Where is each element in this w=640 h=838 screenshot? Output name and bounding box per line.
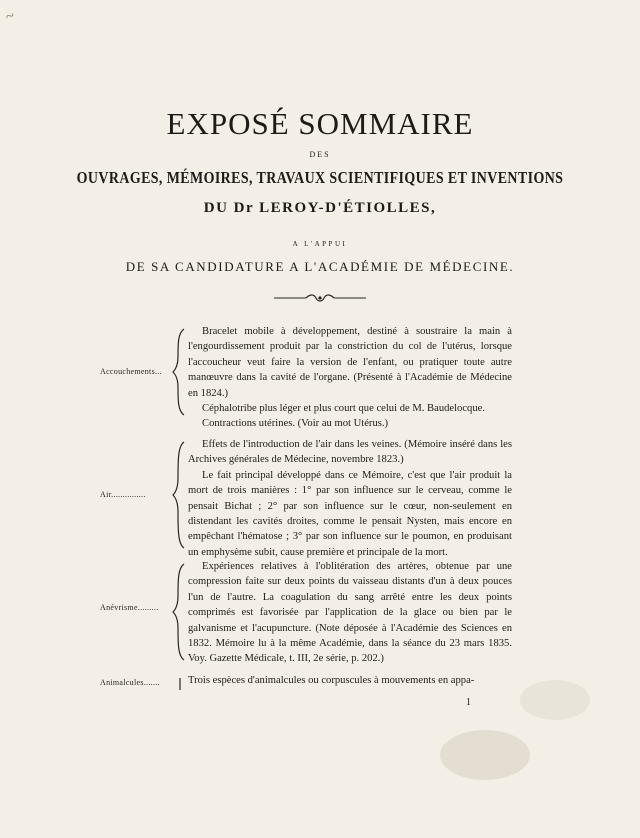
- entry-paragraph: Expériences relatives à l'oblitération des artères, obtenue par une compression faite sur deux points du vaisseau distants d'un à deux pouces l'un de l'autre. La coagulation du sang arrêté entre les deux points comprimés est favorisée par l'application de la glace ou bien par le galvanisme et l'acupuncture. (Note déposée à l'Académie des Sciences en 1832. Mémoire lu à la même Académie, dans la séance du 23 mars 1835. Voy. Gazette Médicale, t. III, 2e série, p. 202.): [188, 561, 512, 665]
- support-line: A L'APPUI: [292, 240, 348, 248]
- author-line: DU Dr LEROY-D'ÉTIOLLES,: [203, 200, 437, 216]
- entry-paragraph: Trois espèces d'animalcules ou corpuscules à mouvements en appa-: [188, 675, 475, 686]
- section-label-accouchements: Accouchements...: [100, 367, 162, 376]
- brace-accouchements: [172, 327, 186, 417]
- page-number: 1: [466, 697, 471, 708]
- entry-paragraph: Céphalotribe plus léger et plus court que celui de M. Baudelocque.: [202, 403, 486, 415]
- ornament-divider: [272, 293, 368, 303]
- entry-animalcules: [188, 673, 512, 688]
- entry-paragraph: Contractions utérines. (Voir au mot Utérus.): [202, 418, 389, 430]
- candidature-line: DE SA CANDIDATURE A L'ACADÉMIE DE MÉDECINE.: [125, 259, 515, 274]
- entry-air: [188, 437, 512, 560]
- entry-anevrisme: [188, 559, 512, 667]
- page-title: EXPOSÉ SOMMAIRE: [166, 106, 474, 141]
- entry-paragraph: Effets de l'introduction de l'air dans les veines. (Mémoire inséré dans les Archives générales de Médecine, novembre 1823.): [188, 439, 512, 466]
- section-label-animalcules: Animalcules.......: [100, 678, 160, 687]
- entry-accouchements: [188, 324, 512, 432]
- entry-paragraph: Le fait principal développé dans ce Mémoire, c'est que l'air produit la mort de trois manières : 1° par son influence sur le cerveau, comme le pensait Bichat ; 2° par son influence sur le cœur, non-seulement en distendant les cavités droites, comme le pensait Nysten, mais encore en empêchant l'hématose ; 3° par son influence sur le poumon, en produisant un emphysème subit, cause première et principale de la mort.: [188, 469, 512, 558]
- brace-anevrisme: [172, 562, 186, 662]
- corner-pencil-mark: ~: [3, 7, 18, 26]
- paper-stain: [520, 680, 590, 720]
- paper-stain: [440, 730, 530, 780]
- section-label-air: Air...............: [100, 490, 146, 499]
- title-connector: DES: [309, 150, 331, 159]
- brace-air: [172, 440, 186, 550]
- entry-paragraph: Bracelet mobile à développement, destiné à soustraire la main à l'engourdissement produit par la constriction du col de l'utérus, lorsque l'accoucheur veut faire la version de l'enfant, ou pratiquer toute autre manœuvre dans la cavité de l'organe. (Présenté à l'Académie de Médecine en 1824.): [188, 326, 512, 399]
- brace-animalcules: [172, 676, 186, 692]
- section-label-anevrisme: Anévrisme.........: [100, 603, 159, 612]
- works-heading: OUVRAGES, MÉMOIRES, TRAVAUX SCIENTIFIQUES ET INVENTIONS: [76, 168, 564, 187]
